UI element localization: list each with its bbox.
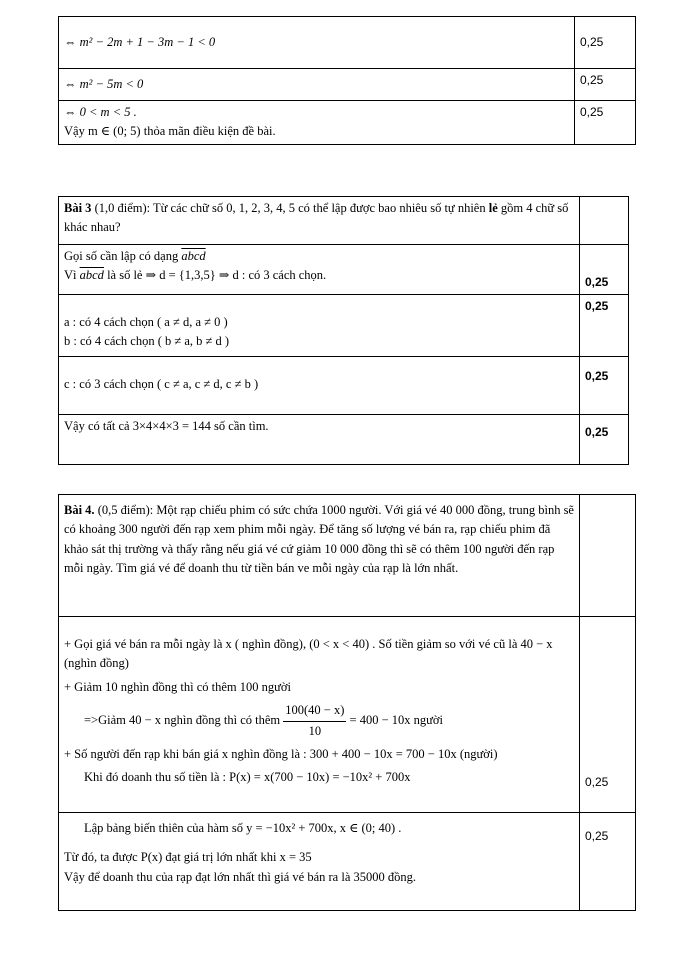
table-row [59, 17, 636, 69]
score-cell [580, 197, 629, 245]
score-cell: 0,25 [580, 813, 636, 911]
solution-step: c : có 3 cách chọn ( c ≠ a, c ≠ d, c ≠ b ) [59, 357, 580, 415]
score-cell: 0,25 [575, 17, 636, 69]
solution-step: Vậy có tất cả 3×4×4×3 = 144 số cần tìm. [59, 415, 580, 465]
score-cell: 0,25 [580, 245, 629, 295]
table-bai3 [58, 196, 629, 465]
score-cell: 0,25 [580, 357, 629, 415]
score-cell [580, 495, 636, 617]
table-row [59, 357, 629, 415]
score-cell: 0,25 [580, 295, 629, 357]
table-row [59, 617, 636, 813]
table-bai2-end [58, 16, 636, 145]
math-line: ⇔ m² − 2m + 1 − 3m − 1 < 0 [59, 17, 575, 69]
score-cell: 0,25 [575, 101, 636, 145]
table-row [59, 245, 629, 295]
table-row [59, 495, 636, 617]
problem-statement: Bài 4. (0,5 điểm): Một rạp chiếu phim có sức chứa 1000 người. Với giá vé 40 000 đồng, trung bình sẽ có khoảng 300 người đến rạp xem phim mỗi ngày. Để tăng số lượng vé bán ra, rạp chiếu phim đã khảo sát thị trường và thấy rằng nếu giá vé cứ giảm 10 000 đồng thì sẽ có thêm 100 người đến rạp mỗi ngày. Tìm giá vé để doanh thu từ tiền bán ve mỗi ngày của rạp là lớn nhất. [59, 495, 580, 617]
table-row [59, 415, 629, 465]
math-line: ⇔ 0 < m < 5 . Vậy m ∈ (0; 5) thỏa mãn điều kiện đề bài. [59, 101, 575, 145]
table-row [59, 197, 629, 245]
fraction: $\frac{100(40 - x)}{10}$ [285, 703, 345, 738]
solution-step: Lập bảng biến thiên của hàm số y = −10x² + 700x, x ∈ (0; 40) . Từ đó, ta được P(x) đạt giá trị lớn nhất khi x = 35 Vậy để doanh thu của rạp đạt lớn nhất thì giá vé bán ra là 35000 đồng. [59, 813, 580, 911]
table-row [59, 295, 629, 357]
table-row [59, 69, 636, 101]
score-cell: 0,25 [580, 617, 636, 813]
solution-step: a : có 4 cách chọn ( a ≠ d, a ≠ 0 ) b : có 4 cách chọn ( b ≠ a, b ≠ d ) [59, 295, 580, 357]
score-cell: 0,25 [580, 415, 629, 465]
table-row [59, 813, 636, 911]
score-cell: 0,25 [575, 69, 636, 101]
table-row [59, 101, 636, 145]
table-bai4 [58, 494, 636, 911]
problem-statement: Bài 3 (1,0 điểm): Từ các chữ số 0, 1, 2, 3, 4, 5 có thể lập được bao nhiêu số tự nhiên lẻ gồm 4 chữ số khác nhau? [59, 197, 580, 245]
solution-step: Gọi số cần lập có dạng abcd Vì abcd là số lẻ ⇒ d = {1,3,5} ⇒ d : có 3 cách chọn. [59, 245, 580, 295]
solution-step: + Gọi giá vé bán ra mỗi ngày là x ( nghìn đồng), (0 < x < 40) . Số tiền giảm so với vé cũ là 40 − x (nghìn đồng) + Giảm 10 nghìn đồng thì có thêm 100 người =>Giảm 40 − x nghìn đồng thì có thêm $\frac{100(40 - x)}{10}$ = 400 − 10x người + Số người đến rạp khi bán giá x nghìn đồng là : 300 + 400 − 10x = 700 − 10x (người) Khi đó doanh thu số tiền là : P(x) = x(700 − 10x) = −10x² + 700x [59, 617, 580, 813]
math-line: ⇔ m² − 5m < 0 [59, 69, 575, 101]
